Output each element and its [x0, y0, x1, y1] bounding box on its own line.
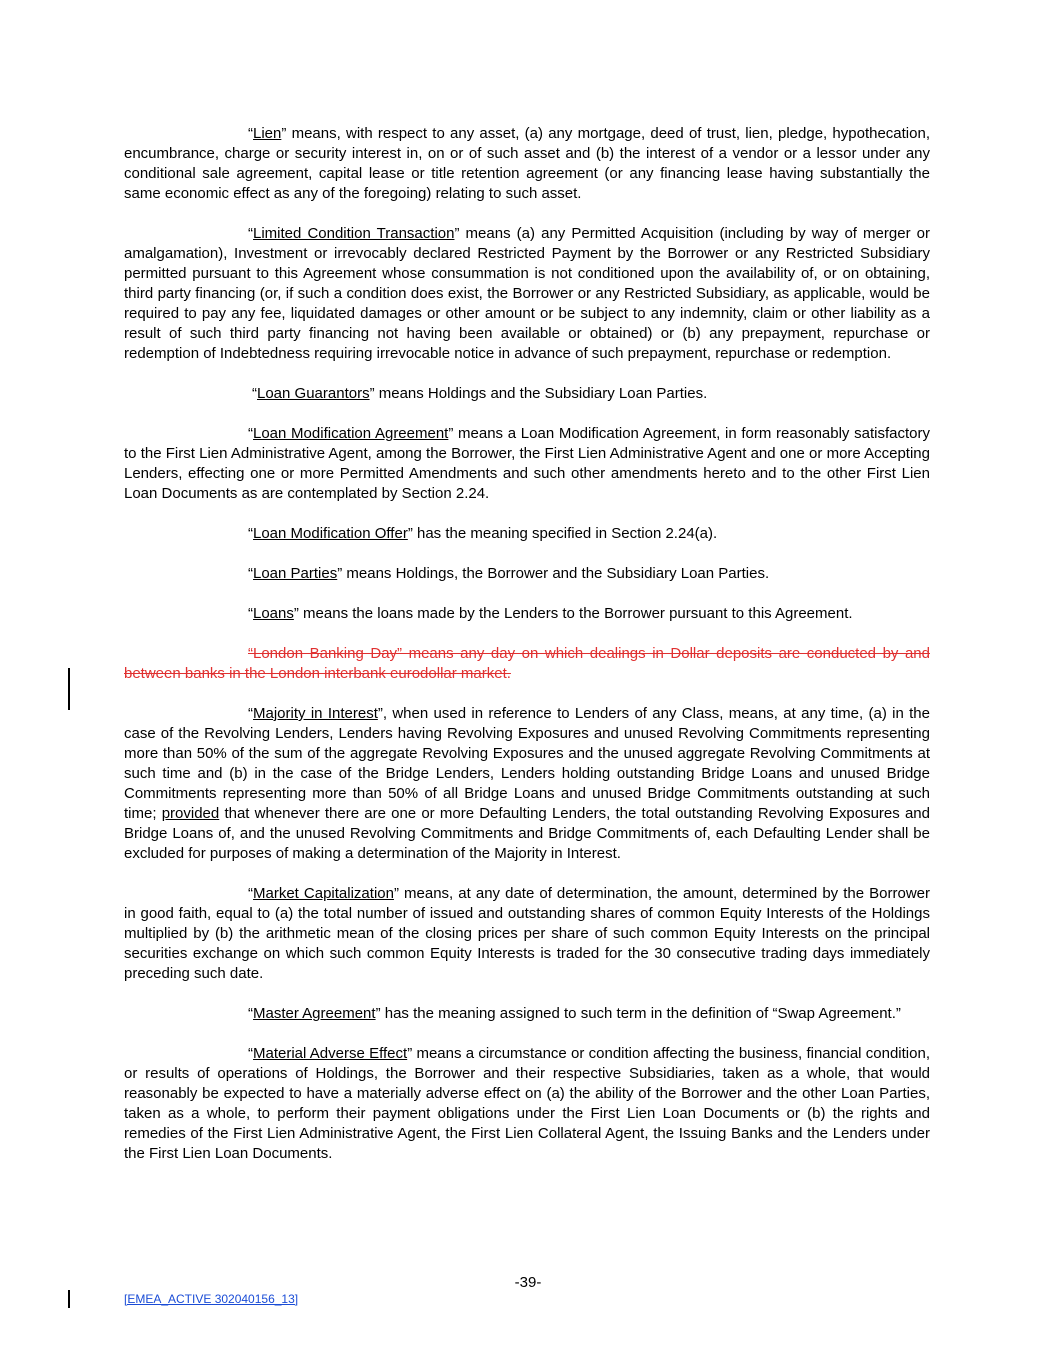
definition-loans: “Loans” means the loans made by the Lenders to the Borrower pursuant to this Agreement.: [248, 605, 853, 622]
definition-lien: “Lien” means, with respect to any asset, (a) any mortgage, deed of trust, lien, pledge, hypothecation, encumbrance, charge or security interest in, on or of such asset and (b) the interest of a vendor or a lessor under any conditional sale agreement, capital lease or title retention agreement (or any financing lease having substantially the same economic effect as any of the foregoing) relating to such asset.: [124, 125, 930, 202]
defined-term: Material Adverse Effect: [253, 1045, 408, 1062]
deleted-definition-london-banking-day: [124, 644, 930, 684]
definition-text: means a circumstance or condition affecting the business, financial condition, or results of operations of Holdings, the Borrower and their respective Subsidiaries, taken as a whole, that would reasonably be expected to have a materially adverse effect on (a) the ability of the Borrower and the other Loan Parties, taken as a whole, to perform their payment obligations under the First Lien Loan Documents or (b) the rights and remedies of the First Lien Administrative Agent, the First Lien Collateral Agent, the Issuing Banks and the Lenders under the First Lien Loan Documents.: [124, 1045, 930, 1162]
definition-loan-parties: “Loan Parties” means Holdings, the Borrower and the Subsidiary Loan Parties.: [248, 565, 770, 582]
provided-word: provided: [161, 805, 220, 822]
change-bar-deleted: [68, 668, 70, 710]
defined-term: Loans: [253, 605, 294, 622]
definition-loan-guarantors: “Loan Guarantors” means Holdings and the Subsidiary Loan Parties.: [252, 385, 708, 402]
definition-text: means, at any date of determination, the amount, determined by the Borrower in good faith, equal to (a) the total number of issued and outstanding shares of common Equity Interests of the Holdings multiplied by (b) the arithmetic mean of the closing prices per share of such common Equity Interests on the principal securities exchange on which such common Equity Interests is traded for the 30 consecutive trading days immediately preceding such date.: [124, 885, 931, 982]
defined-term: Loan Modification Offer: [253, 525, 408, 542]
definition-text: means the loans made by the Lenders to the Borrower pursuant to this Agreement.: [298, 605, 853, 622]
definition-text: means Holdings, the Borrower and the Subsidiary Loan Parties.: [342, 565, 770, 582]
defined-term: Loan Parties: [253, 565, 338, 582]
definition-text: means, with respect to any asset, (a) any mortgage, deed of trust, lien, pledge, hypothecation, encumbrance, charge or security interest in, on or of such asset and (b) the interest of a vendor or a lessor under any conditional sale agreement, capital lease or title retention agreement (or any financing lease having substantially the same economic effect as any of the foregoing) relating to such asset.: [124, 125, 930, 202]
definition-text: means Holdings and the Subsidiary Loan Parties.: [374, 385, 708, 402]
definition-market-capitalization: “Market Capitalization” means, at any date of determination, the amount, determined by the Borrower in good faith, equal to (a) the total number of issued and outstanding shares of common Equity Interests of the Holdings multiplied by (b) the arithmetic mean of the closing prices per share of such common Equity Interests on the principal securities exchange on which such common Equity Interests is traded for the 30 consecutive trading days immediately preceding such date.: [124, 885, 931, 982]
definition-master-agreement: “Master Agreement” has the meaning assigned to such term in the definition of “Swap Agreement.”: [248, 1005, 901, 1022]
deleted-text: “London Banking Day” means any day on which dealings in Dollar deposits are conducted by and between banks in the London interbank eurodollar market.: [124, 645, 930, 682]
definition-loan-modification-agreement: “Loan Modification Agreement” means a Loan Modification Agreement, in form reasonably satisfactory to the First Lien Administrative Agent, among the Borrower, the First Lien Administrative Agent and one or more Accepting Lenders, effecting one or more Permitted Amendments and such other amendments hereto and to the other First Lien Loan Documents as are contemplated by Section 2.24.: [124, 425, 930, 502]
defined-term: Limited Condition Transaction: [253, 225, 455, 242]
page-number: -39-: [514, 1274, 542, 1291]
definition-text: , when used in reference to Lenders of any Class, means, at any time, (a) in the case of the Revolving Lenders, Lenders having Revolving Exposures and unused Revolving Commitments representing more than 50% of the sum of the aggregate Revolving Exposures and the unused aggregate Revolving Commitments at such time and (b) in the case of the Bridge Lenders, Lenders holding outstanding Bridge Loans and unused Bridge Commitments representing more than 50% of all Bridge Loans and unused Bridge Commitments outstanding at such time;: [124, 705, 930, 822]
defined-term: Loan Modification Agreement: [253, 425, 449, 442]
defined-term: Master Agreement: [253, 1005, 376, 1022]
definition-text-cont: that whenever there are one or more Defaulting Lenders, the total outstanding Revolving Exposures and Bridge Loans of, and the unused Revolving Commitments and Bridge Commitments of, each Defaulting Lender shall be excluded for purposes of making a determination of the Majority in Interest.: [124, 805, 930, 862]
document-page: [124, 124, 930, 1184]
definition-text: has the meaning assigned to such term in the definition of “Swap Agreement.”: [380, 1005, 901, 1022]
definition-limited-condition-transaction: “Limited Condition Transaction” means (a) any Permitted Acquisition (including by way of merger or amalgamation), Investment or irrevocably declared Restricted Payment by the Borrower or any Restricted Subsidiary permitted pursuant to this Agreement whose consummation is not conditioned upon the availability of, or on obtaining, third party financing (or, if such a condition does exist, the Borrower or any Restricted Subsidiary, as applicable, would be required to pay any fee, liquidated damages or other amount or be subject to any indemnity, claim or other liability as a result of such third party financing not having been available or obtained) or (b) any prepayment, repurchase or redemption of Indebtedness requiring irrevocable notice in advance of such prepayment, repurchase or redemption.: [124, 225, 930, 362]
definition-text: means (a) any Permitted Acquisition (including by way of merger or amalgamation), Investment or irrevocably declared Restricted Payment by the Borrower or any Restricted Subsidiary permitted pursuant to this Agreement whose consummation is not conditioned upon the availability of, or on obtaining, third party financing (or, if such a condition does exist, the Borrower or any Restricted Subsidiary, as applicable, would be required to pay any fee, liquidated damages or other amount or be subject to any indemnity, claim or other liability as a result of such third party financing not having been available or obtained) or (b) any prepayment, repurchase or redemption of Indebtedness requiring irrevocable notice in advance of such prepayment, repurchase or redemption.: [124, 225, 930, 362]
defined-term: Market Capitalization: [253, 885, 394, 902]
defined-term: Loan Guarantors: [257, 385, 370, 402]
definition-loan-modification-offer: “Loan Modification Offer” has the meaning specified in Section 2.24(a).: [248, 525, 718, 542]
change-bar-footer: [68, 1290, 70, 1308]
defined-term: Majority in Interest: [253, 705, 378, 722]
definition-majority-in-interest: “Majority in Interest”, when used in reference to Lenders of any Class, means, at any time, (a) in the case of the Revolving Lenders, Lenders having Revolving Exposures and unused Revolving Commitments representing more than 50% of the sum of the aggregate Revolving Exposures and the unused aggregate Revolving Commitments at such time and (b) in the case of the Bridge Lenders, Lenders holding outstanding Bridge Loans and unused Bridge Commitments representing more than 50% of all Bridge Loans and unused Bridge Commitments outstanding at such time; provided that whenever there are one or more Defaulting Lenders, the total outstanding Revolving Exposures and Bridge Loans of, and the unused Revolving Commitments and Bridge Commitments of, each Defaulting Lender shall be excluded for purposes of making a determination of the Majority in Interest.: [124, 705, 930, 862]
definition-material-adverse-effect: “Material Adverse Effect” means a circumstance or condition affecting the business, financial condition, or results of operations of Holdings, the Borrower and their respective Subsidiaries, taken as a whole, that would reasonably be expected to have a materially adverse effect on (a) the ability of the Borrower and the other Loan Parties, taken as a whole, to perform their payment obligations under the First Lien Loan Documents or (b) the rights and remedies of the First Lien Administrative Agent, the First Lien Collateral Agent, the Issuing Banks and the Lenders under the First Lien Loan Documents.: [124, 1045, 930, 1162]
defined-term: Lien: [253, 125, 282, 142]
definition-text: means a Loan Modification Agreement, in form reasonably satisfactory to the First Lien Administrative Agent, among the Borrower, the First Lien Administrative Agent and one or more Accepting Lenders, effecting one or more Permitted Amendments and such other amendments hereto and to the other First Lien Loan Documents as are contemplated by Section 2.24.: [124, 425, 930, 502]
definition-text: has the meaning specified in Section 2.24(a).: [412, 525, 718, 542]
document-id-link[interactable]: [EMEA_ACTIVE 302040156_13]: [124, 1292, 299, 1306]
